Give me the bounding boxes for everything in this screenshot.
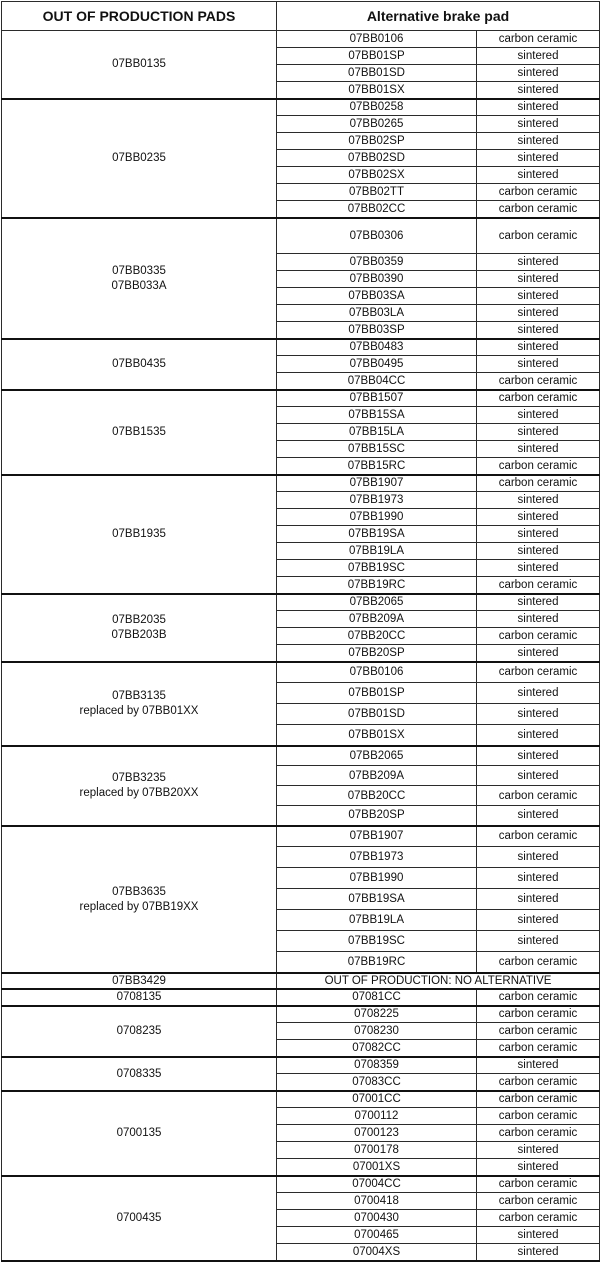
alternative-code: 07BB02SD: [277, 150, 477, 167]
alternative-type: sintered: [477, 645, 600, 662]
pad-code: 0700135: [116, 1127, 162, 1139]
table-row: [2, 390, 600, 407]
alternative-code: 07BB20SP: [277, 806, 477, 826]
alternative-code: 07BB15LA: [277, 424, 477, 441]
alternative-code: 07BB0390: [277, 271, 477, 288]
out-of-production-pad: [2, 662, 277, 746]
alternative-type: sintered: [477, 1159, 600, 1176]
alternative-type: sintered: [477, 611, 600, 628]
alternative-type: sintered: [477, 766, 600, 786]
header-out-of-production: OUT OF PRODUCTION PADS: [2, 2, 277, 31]
alternative-code: 07BB20CC: [277, 628, 477, 645]
table-row: [2, 989, 600, 1006]
alternative-code: 0708230: [277, 1023, 477, 1040]
alternative-code: 07BB15RC: [277, 458, 477, 475]
out-of-production-pad: [2, 1057, 277, 1091]
alternative-type: sintered: [477, 847, 600, 868]
alternative-type: sintered: [477, 746, 600, 766]
alternative-type: carbon ceramic: [477, 989, 600, 1006]
alternative-code: 07BB20CC: [277, 786, 477, 806]
alternative-type: carbon ceramic: [477, 1210, 600, 1227]
alternative-code: 0700112: [277, 1108, 477, 1125]
table-row: [2, 973, 600, 989]
alternative-type: sintered: [477, 725, 600, 746]
table-row: [2, 746, 600, 766]
alternative-type: sintered: [477, 167, 600, 184]
alternative-code: 07BB02SP: [277, 133, 477, 150]
alternative-code: 07BB01SX: [277, 725, 477, 746]
out-of-production-pad: [2, 746, 277, 826]
alternative-code: 0700123: [277, 1125, 477, 1142]
alternative-type: sintered: [477, 868, 600, 889]
alternative-code: 07BB19LA: [277, 910, 477, 931]
alternative-type: sintered: [477, 99, 600, 116]
alternative-type: sintered: [477, 683, 600, 704]
alternative-code: 07BB04CC: [277, 373, 477, 390]
alternative-type: carbon ceramic: [477, 1176, 600, 1193]
alternative-code: 07BB01SX: [277, 82, 477, 99]
alternative-code: 07BB19SC: [277, 560, 477, 577]
alternative-code: 07BB1990: [277, 509, 477, 526]
alternative-code: 07BB15SA: [277, 407, 477, 424]
alternative-type: sintered: [477, 133, 600, 150]
alternative-type: sintered: [477, 339, 600, 356]
alternative-type: sintered: [477, 48, 600, 65]
alternative-code: 07BB03SP: [277, 322, 477, 339]
alternative-code: 07BB1507: [277, 390, 477, 407]
alternative-type: sintered: [477, 65, 600, 82]
out-of-production-pad: [2, 339, 277, 390]
alternative-type: sintered: [477, 254, 600, 271]
alternative-type: sintered: [477, 407, 600, 424]
table-row: [2, 662, 600, 683]
alternative-type: carbon ceramic: [477, 1193, 600, 1210]
out-of-production-pad: [2, 1091, 277, 1176]
pad-code: 0708135: [116, 991, 162, 1003]
pad-code: 07BB3635: [112, 885, 166, 898]
alternative-type: carbon ceramic: [477, 1040, 600, 1057]
alternative-code: 07BB1907: [277, 475, 477, 492]
alternative-code: 07BB20SP: [277, 645, 477, 662]
alternative-code: 07BB0359: [277, 254, 477, 271]
alternative-type: sintered: [477, 305, 600, 322]
alternative-code: 07BB01SP: [277, 683, 477, 704]
alternative-type: carbon ceramic: [477, 1006, 600, 1023]
alternative-code: 07BB02CC: [277, 201, 477, 218]
alternative-code: 07BB15SC: [277, 441, 477, 458]
alternative-code: 07BB1990: [277, 868, 477, 889]
table-row: [2, 1006, 600, 1023]
alternative-type: sintered: [477, 704, 600, 725]
pad-code: 0700435: [116, 1212, 162, 1224]
out-of-production-pad: [2, 475, 277, 594]
out-of-production-pad: [2, 99, 277, 218]
alternative-type: carbon ceramic: [477, 458, 600, 475]
pad-code: 07BB0335: [112, 264, 166, 277]
alternative-code: 07BB1973: [277, 847, 477, 868]
alternative-code: 07004CC: [277, 1176, 477, 1193]
alternative-type: carbon ceramic: [477, 826, 600, 847]
alternative-type: carbon ceramic: [477, 201, 600, 218]
alternative-type: sintered: [477, 526, 600, 543]
alternative-type: carbon ceramic: [477, 1023, 600, 1040]
alternative-code: 07BB2065: [277, 594, 477, 611]
alternative-code: 07BB01SD: [277, 704, 477, 725]
alternative-code: 07BB03LA: [277, 305, 477, 322]
alternative-type: sintered: [477, 322, 600, 339]
alternative-type: carbon ceramic: [477, 1091, 600, 1108]
table-row: [2, 339, 600, 356]
table-row: [2, 1091, 600, 1108]
alternative-type: sintered: [477, 271, 600, 288]
pad-code: 07BB3235: [112, 772, 166, 784]
alternative-type: sintered: [477, 1142, 600, 1159]
alternative-type: carbon ceramic: [477, 577, 600, 594]
alternative-code: 07BB19SA: [277, 889, 477, 910]
alternative-type: sintered: [477, 424, 600, 441]
alternative-code: 07BB19RC: [277, 952, 477, 973]
pad-code: 0708335: [116, 1067, 162, 1080]
out-of-production-pad: [2, 1006, 277, 1057]
alternative-code: 07001CC: [277, 1091, 477, 1108]
alternative-code: 07BB19SC: [277, 931, 477, 952]
alternative-type: sintered: [477, 150, 600, 167]
alternative-code: 07082CC: [277, 1040, 477, 1057]
alternative-code: 0708359: [277, 1057, 477, 1074]
alternative-code: 07BB0106: [277, 662, 477, 683]
table-row: [2, 475, 600, 492]
pad-note: 07BB203B: [111, 629, 167, 641]
alternative-type: carbon ceramic: [477, 1125, 600, 1142]
alternative-type: sintered: [477, 288, 600, 305]
alternative-type: sintered: [477, 889, 600, 910]
table-row: [2, 99, 600, 116]
pad-code: 07BB0435: [112, 358, 166, 370]
alternative-type: carbon ceramic: [477, 1074, 600, 1091]
alternative-code: 0700178: [277, 1142, 477, 1159]
alternative-code: 0700465: [277, 1227, 477, 1244]
pad-code: 07BB2035: [112, 614, 166, 626]
alternative-type: carbon ceramic: [477, 31, 600, 48]
alternative-code: 07BB1973: [277, 492, 477, 509]
pad-code: 07BB3135: [112, 690, 166, 702]
alternative-code: 07BB0258: [277, 99, 477, 116]
alternative-code: 07001XS: [277, 1159, 477, 1176]
alternative-type: sintered: [477, 509, 600, 526]
alternative-code: 07BB0306: [277, 218, 477, 254]
alternative-type: carbon ceramic: [477, 662, 600, 683]
table-row: [2, 826, 600, 847]
table-row: [2, 594, 600, 611]
pad-code: 0708235: [116, 1025, 162, 1037]
alternative-type: carbon ceramic: [477, 390, 600, 407]
header-alternative: Alternative brake pad: [277, 2, 600, 31]
pad-code: 07BB0135: [112, 58, 166, 71]
table-row: [2, 218, 600, 254]
pad-code: 07BB0235: [112, 152, 166, 164]
alternative-type: sintered: [477, 116, 600, 133]
alternative-code: 07BB1907: [277, 826, 477, 847]
alternative-code: 07BB19SA: [277, 526, 477, 543]
alternative-type: sintered: [477, 82, 600, 99]
alternative-code: 07BB209A: [277, 611, 477, 628]
alternative-type: carbon ceramic: [477, 475, 600, 492]
alternative-type: carbon ceramic: [477, 184, 600, 201]
alternative-type: carbon ceramic: [477, 786, 600, 806]
out-of-production-pad: [2, 594, 277, 662]
alternative-type: sintered: [477, 356, 600, 373]
alternative-code: 07BB01SP: [277, 48, 477, 65]
alternative-type: sintered: [477, 560, 600, 577]
alternative-code: 07BB19RC: [277, 577, 477, 594]
alternative-code: 07004XS: [277, 1244, 477, 1261]
alternative-type: carbon ceramic: [477, 1108, 600, 1125]
alternative-code: 07BB0265: [277, 116, 477, 133]
table-row: [2, 31, 600, 48]
alternative-type: sintered: [477, 594, 600, 611]
alternative-type: sintered: [477, 1227, 600, 1244]
out-of-production-pad: [2, 1176, 277, 1261]
pad-note: replaced by 07BB20XX: [79, 787, 199, 799]
alternative-type: sintered: [477, 543, 600, 560]
out-of-production-pad: [2, 826, 277, 973]
alternative-code: 07BB209A: [277, 766, 477, 786]
alternative-type: sintered: [477, 910, 600, 931]
out-of-production-pad: [2, 989, 277, 1006]
alternative-code: 07BB0483: [277, 339, 477, 356]
alternative-type: carbon ceramic: [477, 628, 600, 645]
alternative-type: sintered: [477, 1244, 600, 1261]
alternative-code: 07BB0495: [277, 356, 477, 373]
alternative-type: sintered: [477, 931, 600, 952]
alternative-code: 0708225: [277, 1006, 477, 1023]
alternative-type: sintered: [477, 492, 600, 509]
no-alternative-note: OUT OF PRODUCTION: NO ALTERNATIVE: [277, 973, 600, 989]
table-row: [2, 1057, 600, 1074]
alternative-code: 0700418: [277, 1193, 477, 1210]
out-of-production-pad: [2, 31, 277, 99]
pad-code: 07BB1535: [112, 426, 166, 438]
alternative-type: carbon ceramic: [477, 218, 600, 254]
alternative-type: sintered: [477, 441, 600, 458]
pad-note: 07BB033A: [111, 279, 167, 292]
alternative-type: sintered: [477, 1057, 600, 1074]
alternative-code: 07BB02TT: [277, 184, 477, 201]
header-row: [2, 2, 600, 31]
alternative-code: 07081CC: [277, 989, 477, 1006]
out-of-production-pad: 07BB3429: [2, 973, 277, 989]
pad-note: replaced by 07BB19XX: [79, 900, 199, 913]
alternative-code: 07BB19LA: [277, 543, 477, 560]
brake-pad-table: [1, 1, 600, 1262]
pad-code: 07BB1935: [112, 528, 166, 540]
alternative-code: 07BB2065: [277, 746, 477, 766]
alternative-code: 0700430: [277, 1210, 477, 1227]
alternative-type: carbon ceramic: [477, 373, 600, 390]
out-of-production-pad: [2, 218, 277, 339]
alternative-code: 07BB02SX: [277, 167, 477, 184]
alternative-code: 07BB01SD: [277, 65, 477, 82]
alternative-code: 07BB0106: [277, 31, 477, 48]
alternative-type: sintered: [477, 806, 600, 826]
alternative-type: carbon ceramic: [477, 952, 600, 973]
alternative-code: 07083CC: [277, 1074, 477, 1091]
alternative-code: 07BB03SA: [277, 288, 477, 305]
pad-note: replaced by 07BB01XX: [79, 705, 199, 717]
table-row: [2, 1176, 600, 1193]
out-of-production-pad: [2, 390, 277, 475]
table-body: [2, 31, 600, 1261]
